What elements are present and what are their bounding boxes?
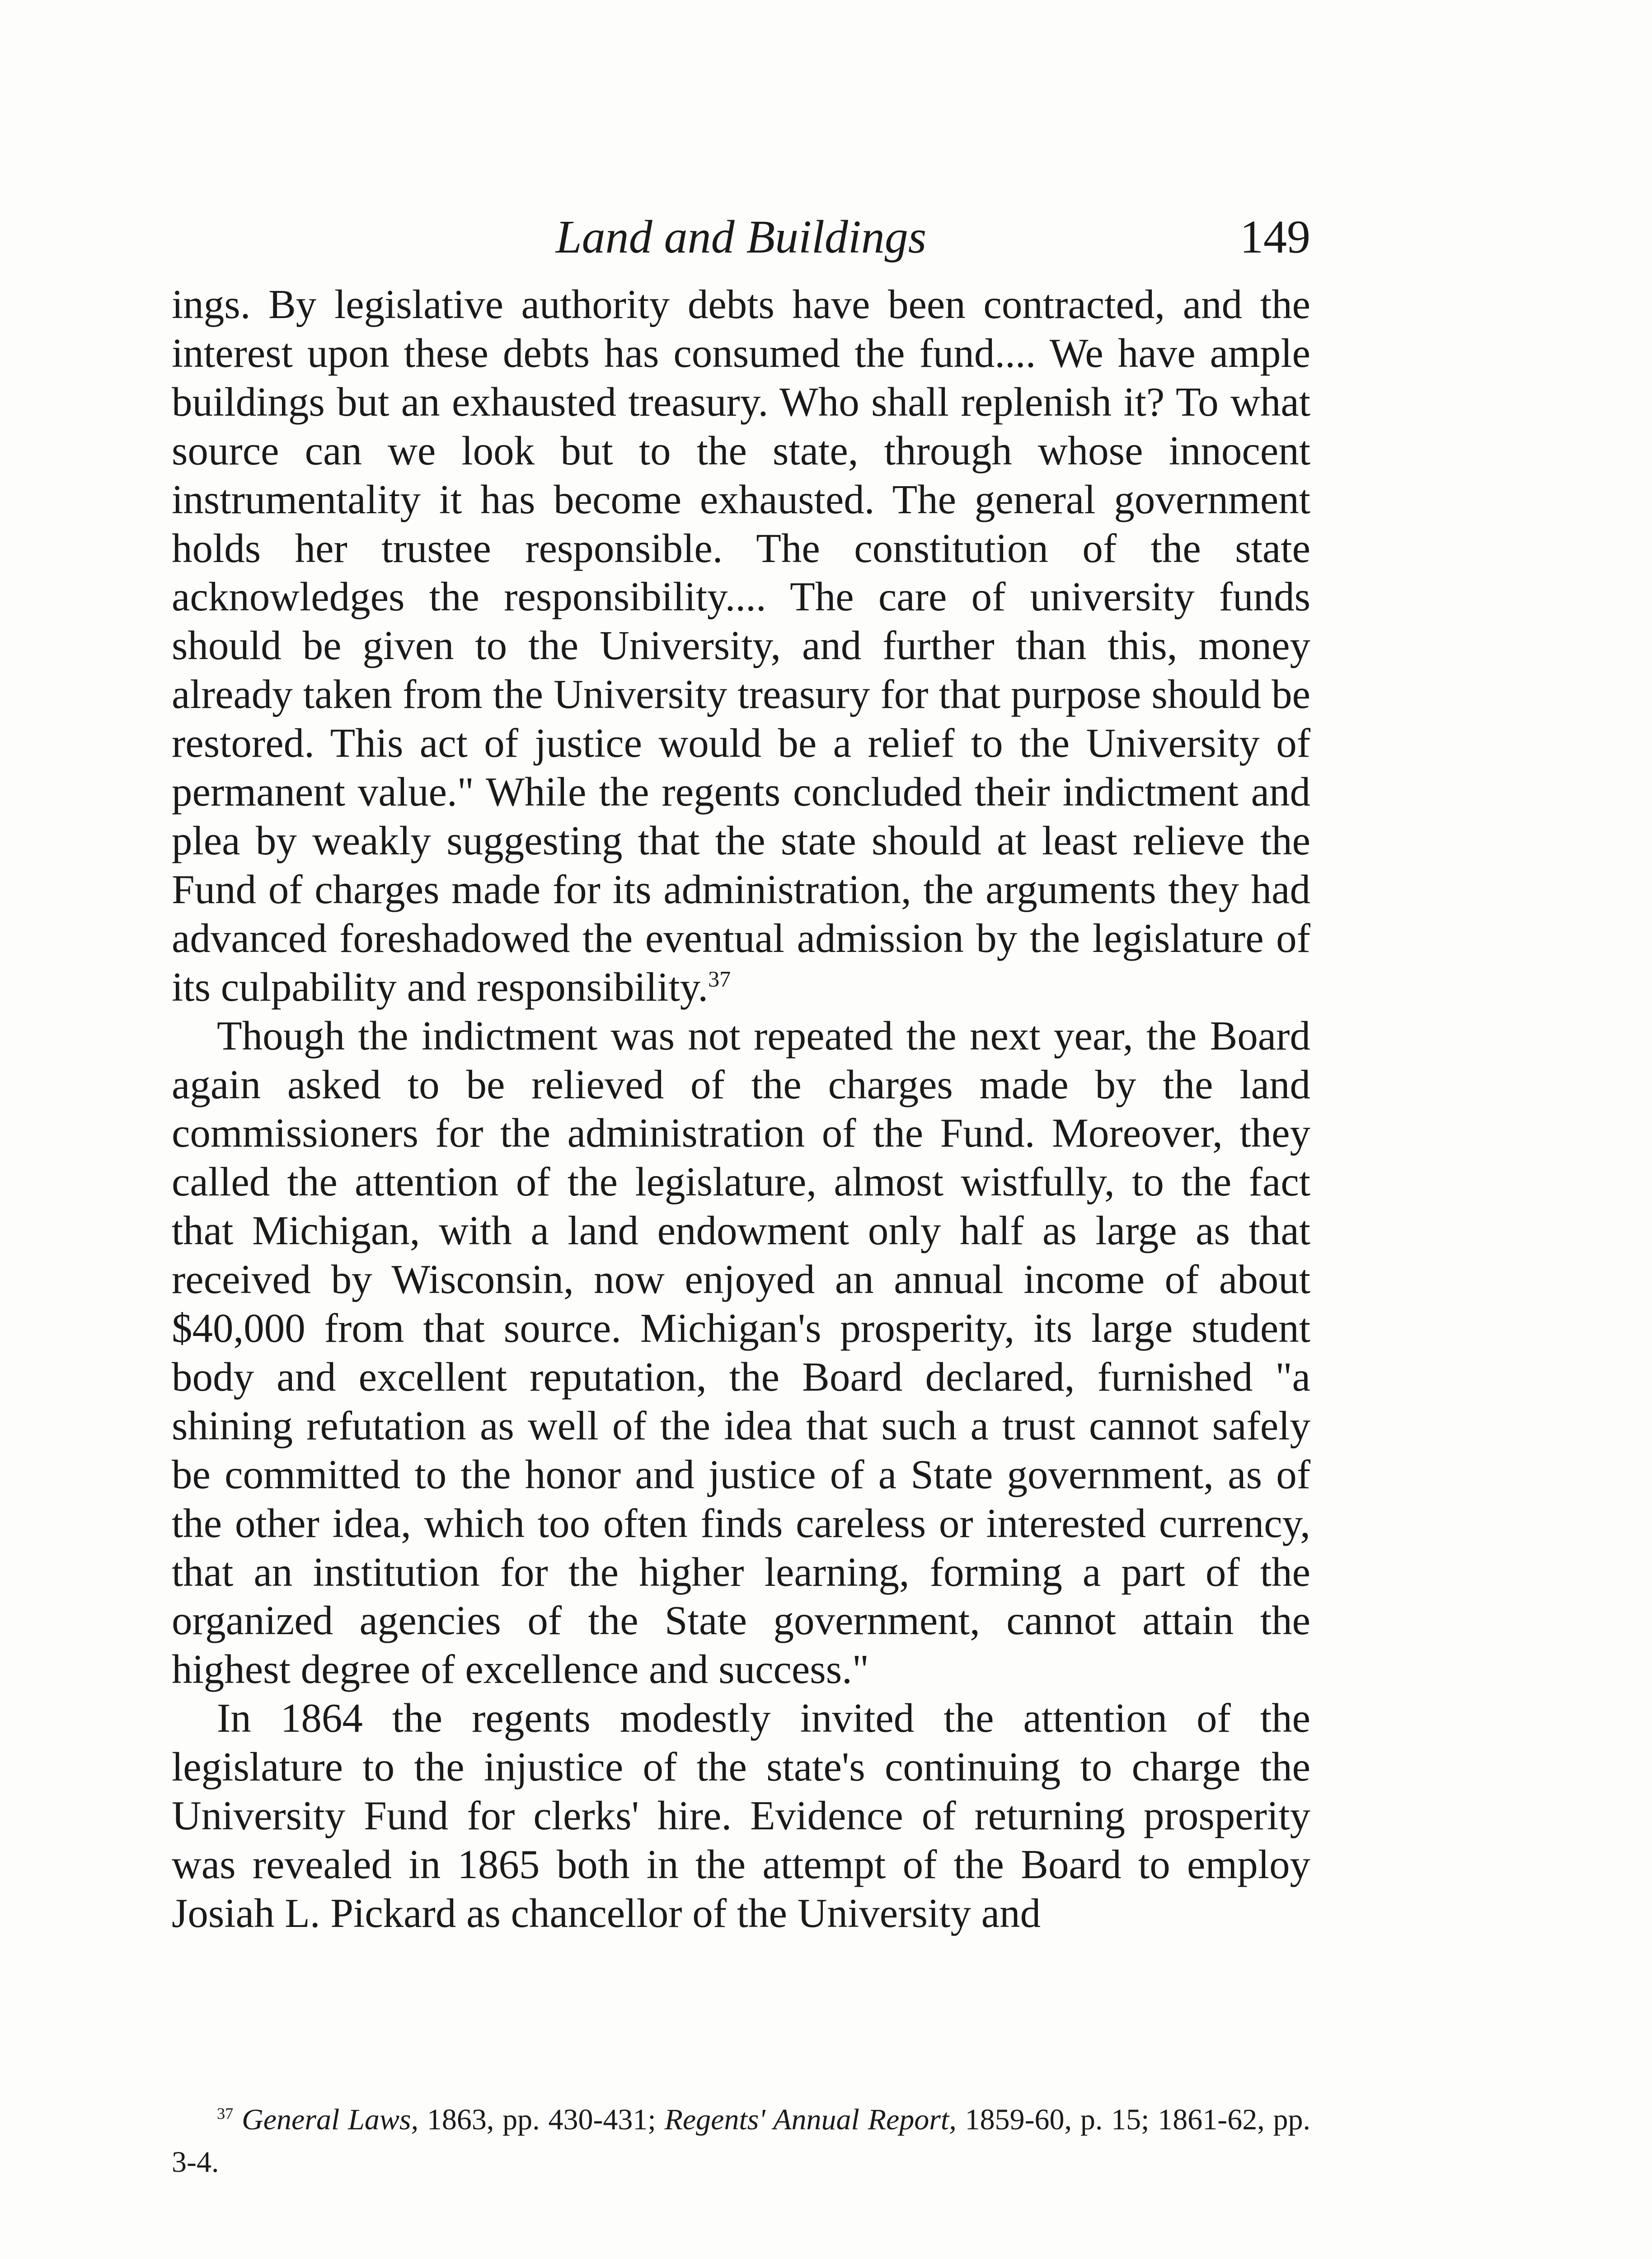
page-number: 149 xyxy=(1240,211,1310,263)
footnote-number: 37 xyxy=(217,2104,234,2123)
footnote-source-regents-report: Regents' Annual Report, xyxy=(664,2103,957,2136)
footnote-source-general-laws: General Laws, xyxy=(242,2103,419,2136)
footnote-text-2: 1859-60, p. 15; 1861-62, pp. 3-4. xyxy=(172,2103,1311,2179)
paragraph-2: Though the indictment was not repeated the next year, the Board again asked to be relieved of the charges made by the land commissioners for the administration of the Fund. Moreover, they called the attention of the legislature, almost wistfully, to the fact that Michigan, with a land endowment only half as large as that received by Wisconsin, now enjoyed an annual income of about $40,000 from that source. Michigan's prosperity, its large student body and excellent reputation, the Board declared, furnished "a shining refutation as well of the idea that such a trust cannot safely be committed to the honor and justice of a State government, as of the other idea, which too often finds careless or interested currency, that an institution for the higher learning, forming a part of the organized agencies of the State government, cannot attain the highest degree of excellence and success." xyxy=(172,1012,1310,1692)
body-text xyxy=(172,280,1310,1938)
paragraph-1-text: ings. By legislative authority debts have been contracted, and the interest upon these debts has consumed the fund.... We have ample buildings but an exhausted treasury. Who shall replenish it? To what source can we look but to the state, through whose innocent instrumentality it has become exhausted. The general government holds her trustee responsible. The constitution of the state acknowledges the responsibility.... The care of university funds should be given to the University, and further than this, money already taken from the University treasury for that purpose should be restored. This act of justice would be a relief to the University of permanent value." While the regents concluded their indictment and plea by weakly suggesting that the state should at least relieve the Fund of charges made for its administration, the arguments they had advanced foreshadowed the eventual admission by the legislature of its culpability and responsibility. xyxy=(172,281,1310,1010)
page-header xyxy=(172,206,1310,278)
paragraph-3: In 1864 the regents modestly invited the attention of the legislature to the injustice of the state's continuing to charge the University Fund for clerks' hire. Evidence of returning prosperity was revealed in 1865 both in the attempt of the Board to employ Josiah L. Pickard as chancellor of the University and xyxy=(172,1695,1310,1936)
footnote-37 xyxy=(172,2099,1310,2184)
footnote-text-1: 1863, pp. 430-431; xyxy=(418,2103,665,2136)
paragraph-1 xyxy=(172,280,1310,1012)
footnotes xyxy=(172,2099,1310,2184)
footnote-reference: 37 xyxy=(708,966,731,992)
running-head: Land and Buildings xyxy=(555,211,927,263)
